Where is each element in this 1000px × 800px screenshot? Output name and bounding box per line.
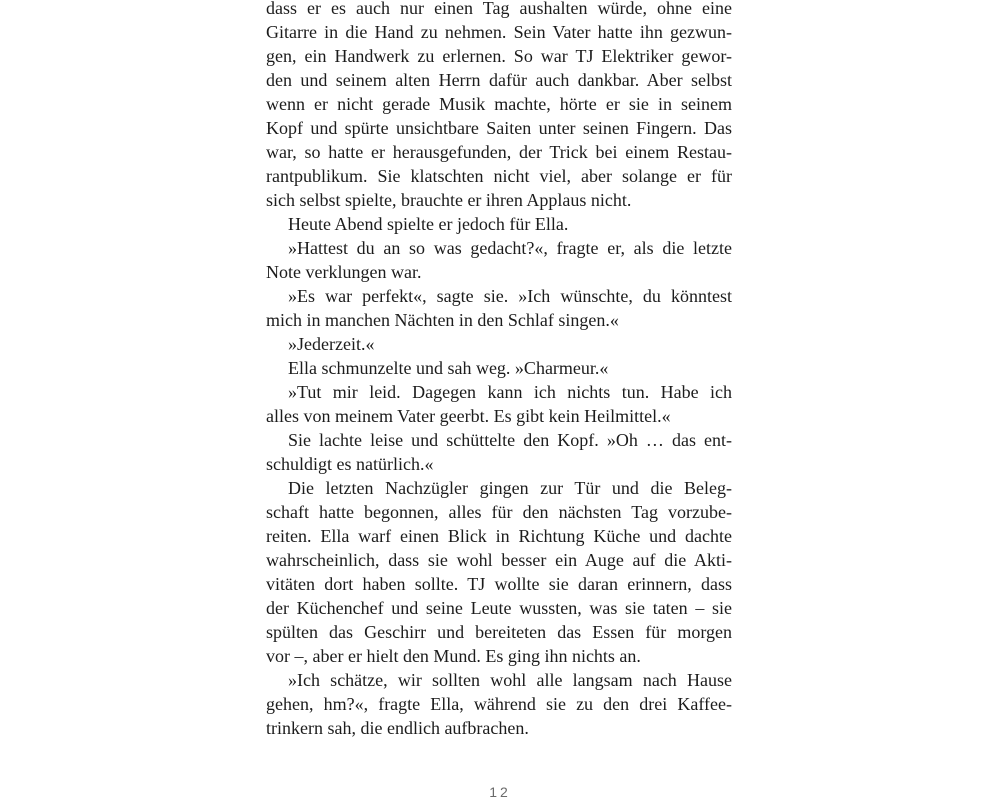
text-line: der Küchenchef und seine Leute wussten, was sie taten – sie [266,598,732,618]
body-text [266,0,732,740]
text-line: Kopf und spürte unsichtbare Saiten unter seinen Fingern. Das [266,118,732,138]
text-line: trinkern sah, die endlich aufbrachen. [266,718,529,738]
text-line: wenn er nicht gerade Musik machte, hörte er sie in seinem [266,94,732,114]
text-line: gen, ein Handwerk zu erlernen. So war TJ Elektriker gewor- [266,46,732,66]
paragraph-first-line: »Ich schätze, wir sollten wohl alle langsam nach Hause [288,670,732,690]
paragraph-first-line: »Tut mir leid. Dagegen kann ich nichts tun. Habe ich [288,382,732,402]
text-line: reiten. Ella warf einen Blick in Richtung Küche und dachte [266,526,732,546]
text-line: gehen, hm?«, fragte Ella, während sie zu den drei Kaffee- [266,694,732,714]
paragraph-first-line: Sie lachte leise und schüttelte den Kopf. »Oh … das ent- [288,430,732,450]
text-line: war, so hatte er herausgefunden, der Trick bei einem Restau- [266,142,732,162]
text-line: schuldigt es natürlich.« [266,454,434,474]
page-number: 12 [489,784,511,800]
paragraph-first-line: »Es war perfekt«, sagte sie. »Ich wünschte, du könntest [288,286,732,306]
text-line: spülten das Geschirr und bereiteten das Essen für morgen [266,622,732,642]
paragraph-first-line: Die letzten Nachzügler gingen zur Tür und die Beleg- [288,478,732,498]
text-line: mich in manchen Nächten in den Schlaf singen.« [266,310,619,330]
paragraph-first-line: »Hattest du an so was gedacht?«, fragte er, als die letzte [288,238,732,258]
text-line: sich selbst spielte, brauchte er ihren Applaus nicht. [266,190,632,210]
paragraph-first-line: Heute Abend spielte er jedoch für Ella. [288,214,569,234]
text-line: schaft hatte begonnen, alles für den nächsten Tag vorzube- [266,502,732,522]
text-line: den und seinem alten Herrn dafür auch dankbar. Aber selbst [266,70,732,90]
text-line: wahrscheinlich, dass sie wohl besser ein Auge auf die Akti- [266,550,732,570]
text-line: rantpublikum. Sie klatschten nicht viel, aber solange er für [266,166,732,186]
text-line: Gitarre in die Hand zu nehmen. Sein Vater hatte ihn gezwun- [266,22,732,42]
text-line: vitäten dort haben sollte. TJ wollte sie daran erinnern, dass [266,574,732,594]
text-line: vor –, aber er hielt den Mund. Es ging ihn nichts an. [266,646,641,666]
text-line: dass er es auch nur einen Tag aushalten würde, ohne eine [266,0,732,18]
paragraph-first-line: Ella schmunzelte und sah weg. »Charmeur.« [288,358,609,378]
text-line: alles von meinem Vater geerbt. Es gibt kein Heilmittel.« [266,406,671,426]
text-line: Note verklungen war. [266,262,422,282]
paragraph-first-line: »Jederzeit.« [288,334,375,354]
